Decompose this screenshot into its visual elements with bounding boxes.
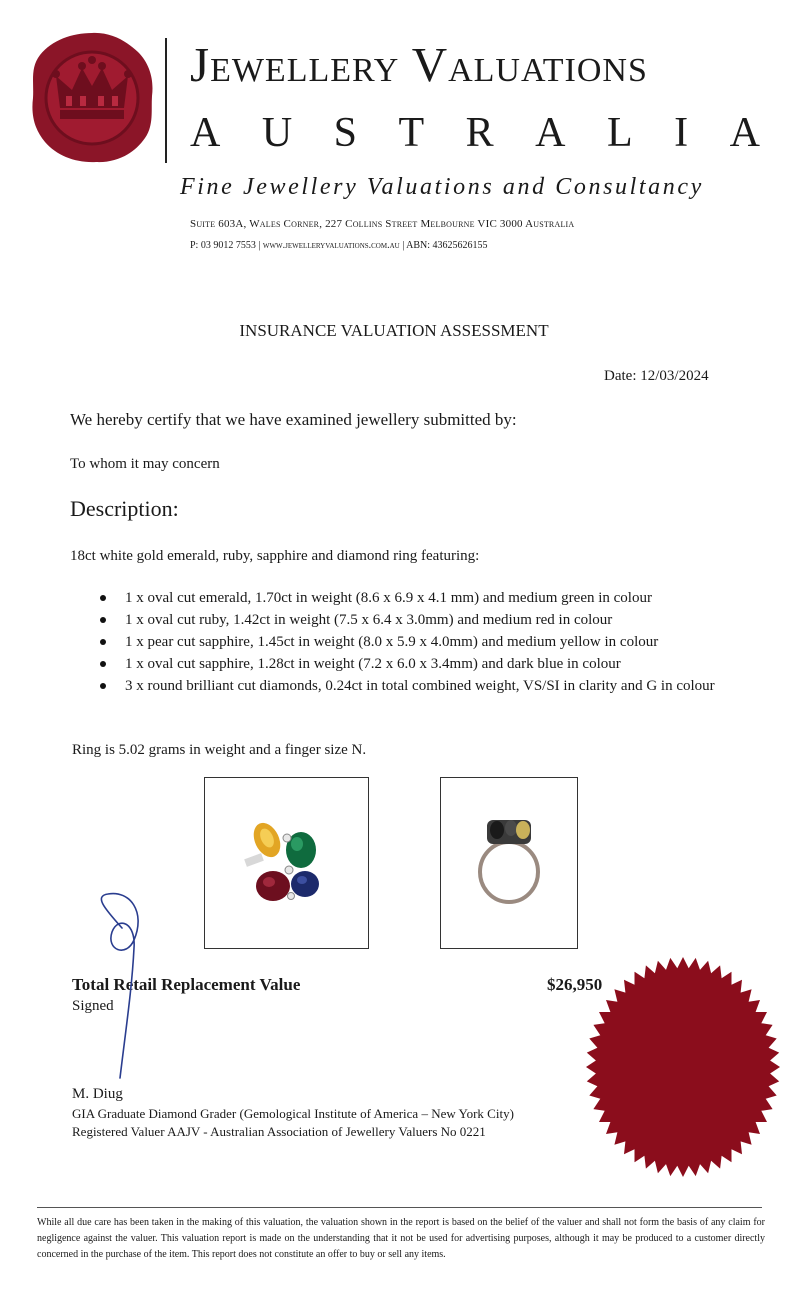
signer-credential: Registered Valuer AAJV - Australian Association of Jewellery Valuers No 0221 [72,1124,486,1139]
ring-photo-side [440,777,578,949]
total-value-amount: $26,950 [547,975,603,994]
signature-mark [90,888,160,1088]
ring-photo-top [204,777,369,949]
ring-note: Ring is 5.02 grams in weight and a finger size N. [72,742,367,758]
footer-disclaimer: While all due care has been taken in the making of this valuation, the valuation shown in the report is based on the belief of the valuer and shall not form the basis of any claim for negligence against the valuer. This valuation report is made on the understanding that it not be used for advertising purposes, although it may be produced to a customer directly concerned in the purchase of the item. This report does not constitute an offer to buy or sell any items. [37,1217,765,1260]
brand-country [190,112,760,154]
country-letter: U [261,110,293,156]
country-letter: A [535,110,566,156]
list-item: 3 x round brilliant cut diamonds, 0.24ct in total combined weight, VS/SI in clarity and G in colour [100,675,720,697]
header-divider [165,38,167,163]
country-letter: A [729,110,760,156]
document-date: Date: 12/03/2024 [604,368,709,384]
signed-label: Signed [72,998,114,1014]
signer-credential: GIA Graduate Diamond Grader (Gemological Institute of America – New York City) [72,1106,514,1121]
stone-list [100,587,720,697]
red-seal-sticker [583,955,783,1180]
list-item: 1 x oval cut sapphire, 1.28ct in weight (7.2 x 6.0 x 3.4mm) and dark blue in colour [100,653,720,675]
company-contact: P: 03 9012 7553 | www.jewelleryvaluations.com.au | ABN: 43625626155 [190,240,488,251]
description-intro: 18ct white gold emerald, ruby, sapphire and diamond ring featuring: [70,548,480,564]
footer-divider [37,1207,762,1208]
description-heading: Description: [70,496,179,521]
country-letter: I [674,110,689,156]
list-item: 1 x oval cut emerald, 1.70ct in weight (8.6 x 6.9 x 4.1 mm) and medium green in colour [100,587,720,609]
list-item: 1 x oval cut ruby, 1.42ct in weight (7.5 x 6.4 x 3.0mm) and medium red in colour [100,609,720,631]
ring-top-view-image [205,778,368,948]
list-item: 1 x pear cut sapphire, 1.45ct in weight (8.0 x 5.9 x 4.0mm) and medium yellow in colour [100,631,720,653]
certify-statement: We hereby certify that we have examined jewellery submitted by: [70,410,517,429]
country-letter: L [606,110,633,156]
signer-name: M. Diug [72,1086,123,1102]
country-letter: T [398,110,425,156]
country-letter: R [465,110,494,156]
ring-side-view-image [441,778,577,948]
total-value-label: Total Retail Replacement Value [72,975,301,994]
wax-seal-logo [30,30,155,165]
document-title: INSURANCE VALUATION ASSESSMENT [239,321,549,340]
brand-name: Jewellery Valuations [190,37,648,92]
company-address: Suite 603A, Wales Corner, 227 Collins Street Melbourne VIC 3000 Australia [190,218,575,230]
brand-tagline: Fine Jewellery Valuations and Consultancy [180,174,704,200]
country-letter: S [333,110,358,156]
country-letter: A [190,110,221,156]
submitter-name: To whom it may concern [70,456,220,472]
